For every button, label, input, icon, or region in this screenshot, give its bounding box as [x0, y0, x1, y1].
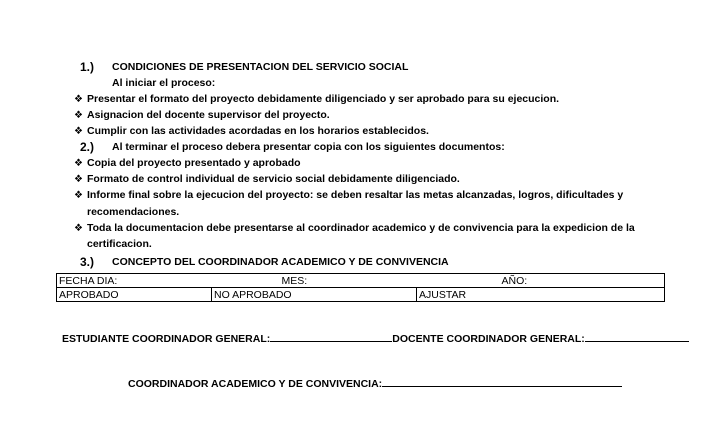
diamond-bullet-icon: ❖: [74, 174, 83, 185]
fecha-dia-cell[interactable]: [57, 274, 212, 288]
bullet-text: Formato de control individual de servicio social debidamente diligenciado.: [87, 173, 460, 185]
coordinador-signature-line[interactable]: [382, 386, 622, 387]
diamond-bullet-icon: ❖: [74, 223, 83, 234]
no-aprobado-label: NO APROBADO: [214, 288, 292, 301]
diamond-bullet-icon: ❖: [74, 94, 83, 105]
section-2-bullet: [74, 189, 623, 201]
section-2-number: 2.): [80, 140, 95, 154]
table-row: [57, 288, 665, 302]
aprobado-cell[interactable]: [57, 288, 212, 302]
section-1-intro: Al iniciar el proceso:: [112, 77, 216, 89]
diamond-bullet-icon: ❖: [74, 110, 83, 121]
anio-label: AÑO:: [501, 274, 528, 287]
anio-cell[interactable]: [417, 274, 665, 288]
docente-signature-line[interactable]: [585, 341, 689, 342]
evaluation-table: [56, 273, 665, 302]
section-1-bullet: [74, 109, 330, 121]
section-3-number: 3.): [80, 255, 95, 269]
section-2-bullet: [74, 222, 635, 234]
estudiante-signature: [62, 333, 689, 345]
bullet-text: Toda la documentacion debe presentarse al coordinador academico y de convivencia para la expedicion de la: [87, 222, 635, 234]
bullet-text: Informe final sobre la ejecucion del proyecto: se deben resaltar las metas alcanzadas, logros, dificultades y: [87, 189, 624, 201]
coordinador-label: COORDINADOR ACADEMICO Y DE CONVIVENCIA:: [128, 378, 383, 390]
section-1-bullet: [74, 93, 559, 105]
bullet-text: Copia del proyecto presentado y aprobado: [87, 157, 301, 169]
docente-label: DOCENTE COORDINADOR GENERAL:: [392, 333, 585, 345]
mes-label: MES:: [281, 274, 308, 287]
no-aprobado-cell[interactable]: [212, 288, 417, 302]
bullet-text: Asignacion del docente supervisor del proyecto.: [87, 109, 330, 121]
coordinador-signature: [128, 378, 622, 390]
estudiante-label: ESTUDIANTE COORDINADOR GENERAL:: [62, 333, 271, 345]
section-3-title: CONCEPTO DEL COORDINADOR ACADEMICO Y DE CONVIVENCIA: [112, 256, 449, 268]
section-2-bullet: [74, 173, 460, 185]
ajustar-cell[interactable]: [417, 288, 665, 302]
section-1-number: 1.): [80, 60, 95, 74]
section-1-bullet: [74, 125, 429, 137]
fecha-dia-label: FECHA DIA:: [59, 274, 118, 287]
mes-cell[interactable]: [212, 274, 417, 288]
section-2-bullet: [74, 157, 301, 169]
ajustar-label: AJUSTAR: [419, 288, 467, 301]
diamond-bullet-icon: ❖: [74, 190, 83, 201]
section-2-intro: Al terminar el proceso debera presentar copia con los siguientes documentos:: [112, 141, 505, 153]
diamond-bullet-icon: ❖: [74, 158, 83, 169]
diamond-bullet-icon: ❖: [74, 126, 83, 137]
bullet-text: Presentar el formato del proyecto debidamente diligenciado y ser aprobado para su ejecucion.: [87, 93, 560, 105]
aprobado-label: APROBADO: [59, 288, 119, 301]
section-1-title: CONDICIONES DE PRESENTACION DEL SERVICIO SOCIAL: [112, 61, 409, 73]
table-row: [57, 274, 665, 288]
estudiante-signature-line[interactable]: [270, 341, 392, 342]
bullet-text: Cumplir con las actividades acordadas en los horarios establecidos.: [87, 125, 429, 137]
bullet-continuation: certificacion.: [87, 238, 152, 250]
bullet-continuation: recomendaciones.: [87, 206, 180, 218]
